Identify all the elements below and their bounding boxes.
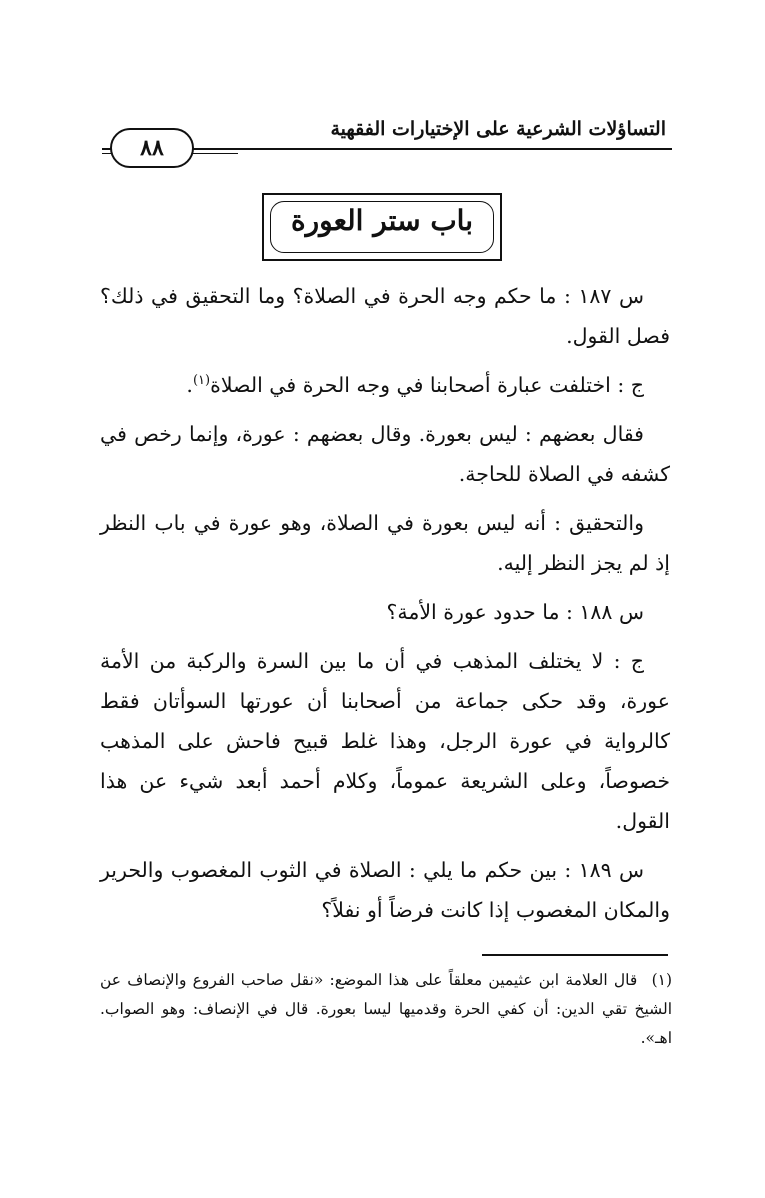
question-label: س ١٨٨ : xyxy=(565,600,644,624)
question-text: ما حدود عورة الأمة؟ xyxy=(386,600,560,624)
footnote xyxy=(100,966,672,1053)
footnote-number: (١) xyxy=(651,971,673,989)
chapter-title-frame xyxy=(262,193,502,261)
answer-text: لا يختلف المذهب في أن ما بين السرة والركبة من الأمة عورة، وقد حكى جماعة من أصحابنا أن عورتها السوأتان فقط كالرواية في عورة الرجل، وهذا غلط قبيح فاحش على المذهب خصوصاً، وعلى الشريعة عموماً، وكلام أحمد أبعد شيء عن هذا القول. xyxy=(100,649,670,833)
answer-188 xyxy=(100,641,670,841)
footnote-text: قال العلامة ابن عثيمين معلقاً على هذا الموضع: «نقل صاحب الفروع والإنصاف عن الشيخ تقي الدين: أن كفي الحرة وقدميها ليسا بعورة. قال في الإنصاف: وهو الصواب. اهـ». xyxy=(100,971,672,1047)
question-label: س ١٨٩ : xyxy=(564,858,644,882)
answer-text: اختلفت عبارة أصحابنا في وجه الحرة في الصلاة xyxy=(210,373,611,397)
question-189 xyxy=(100,850,670,930)
running-header xyxy=(102,110,672,170)
question-187 xyxy=(100,276,670,356)
main-text xyxy=(100,276,670,939)
footnote-rule xyxy=(482,954,668,956)
header-title: التساؤلات الشرعية على الإختيارات الفقهية xyxy=(330,118,666,140)
question-188 xyxy=(100,592,670,632)
answer-label: ج : xyxy=(617,373,644,397)
paragraph: فقال بعضهم : ليس بعورة. وقال بعضهم : عورة، وإنما رخص في كشفه في الصلاة للحاجة. xyxy=(100,422,670,486)
page-number: ٨٨ xyxy=(110,128,194,168)
paragraph: والتحقيق : أنه ليس بعورة في الصلاة، وهو عورة في باب النظر إذ لم يجز النظر إليه. xyxy=(100,511,670,575)
answer-187 xyxy=(100,365,670,405)
chapter-title: باب ستر العورة xyxy=(290,204,473,237)
question-text: ما حكم وجه الحرة في الصلاة؟ وما التحقيق في ذلك؟ فصل القول. xyxy=(100,284,670,348)
answer-end: . xyxy=(186,373,193,397)
footnote-reference[interactable]: (١) xyxy=(192,373,211,389)
answer-label: ج : xyxy=(613,649,645,673)
question-label: س ١٨٧ : xyxy=(563,284,644,308)
question-text: بين حكم ما يلي : الصلاة في الثوب المغصوب والحرير والمكان المغصوب إذا كانت فرضاً أو نفلاً؟ xyxy=(100,858,670,922)
